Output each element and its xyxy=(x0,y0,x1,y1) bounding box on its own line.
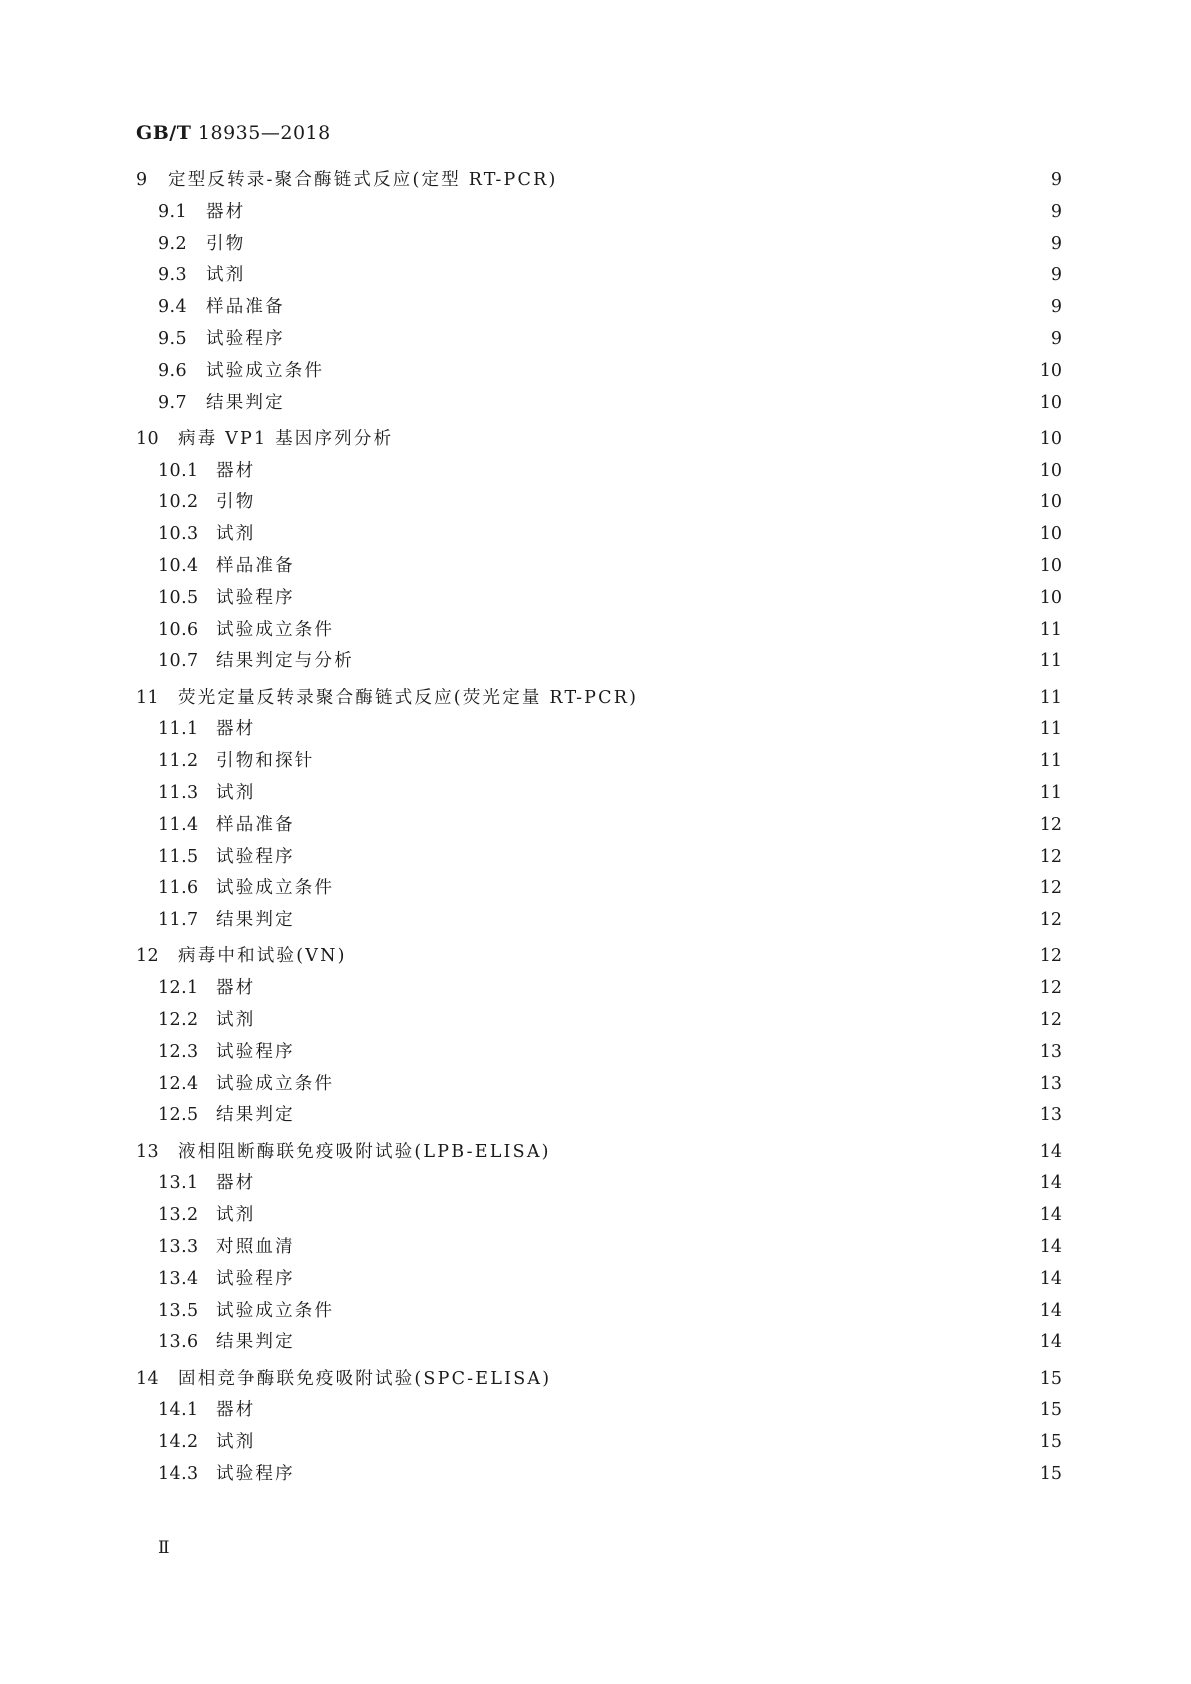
toc-entry-title: 样品准备 xyxy=(206,297,285,318)
toc-entry-page: 13 xyxy=(1039,1105,1062,1126)
page-number: Ⅱ xyxy=(158,1538,170,1558)
toc-entry-number: 12.1 xyxy=(158,978,199,999)
toc-entry-page: 9 xyxy=(1050,265,1062,286)
toc-section-entry[interactable] xyxy=(158,198,1062,226)
toc-section-entry[interactable] xyxy=(158,457,1062,485)
toc-section-entry[interactable] xyxy=(158,1428,1062,1456)
toc-entry-title: 荧光定量反转录聚合酶链式反应(荧光定量 RT-PCR) xyxy=(178,687,639,708)
toc-entry-title: 病毒 VP1 基因序列分析 xyxy=(178,428,394,449)
toc-entry-number: 13.6 xyxy=(158,1332,199,1353)
toc-entry-title: 试剂 xyxy=(216,783,256,803)
toc-entry-number: 9.5 xyxy=(158,329,188,349)
toc-entry-number: 11.7 xyxy=(158,910,199,931)
toc-section-entry[interactable] xyxy=(158,1460,1062,1488)
toc-entry-title: 试验程序 xyxy=(206,329,285,349)
toc-entry-title: 器材 xyxy=(216,460,256,481)
toc-entry-title: 试剂 xyxy=(216,1432,256,1453)
toc-entry-page: 13 xyxy=(1039,1041,1062,1062)
toc-section-entry[interactable] xyxy=(158,1233,1062,1261)
toc-entry-number: 11.4 xyxy=(158,814,199,835)
toc-entry-number: 14 xyxy=(136,1368,160,1389)
toc-section-entry[interactable] xyxy=(158,488,1062,516)
toc-section-entry[interactable] xyxy=(158,811,1062,839)
toc-entry-title: 试验成立条件 xyxy=(216,619,335,640)
toc-entry-page: 10 xyxy=(1039,460,1062,481)
toc-section-entry[interactable] xyxy=(158,616,1062,644)
toc-entry-page: 12 xyxy=(1039,1010,1062,1030)
toc-section-entry[interactable] xyxy=(158,1297,1062,1325)
toc-entry-title: 试验成立条件 xyxy=(206,360,325,381)
toc-entry-number: 14.3 xyxy=(158,1464,199,1484)
toc-section-entry[interactable] xyxy=(158,974,1062,1002)
toc-chapter-entry[interactable] xyxy=(136,166,1062,194)
toc-entry-page: 9 xyxy=(1050,201,1062,222)
toc-entry-page: 10 xyxy=(1039,556,1062,576)
toc-entry-title: 结果判定与分析 xyxy=(216,651,354,672)
toc-section-entry[interactable] xyxy=(158,357,1062,385)
toc-entry-page: 15 xyxy=(1039,1432,1062,1453)
toc-entry-title: 器材 xyxy=(216,1400,256,1421)
toc-entry-page: 9 xyxy=(1050,329,1062,349)
toc-section-entry[interactable] xyxy=(158,1265,1062,1293)
toc-entry-title: 引物和探针 xyxy=(216,751,315,772)
toc-entry-title: 试验程序 xyxy=(216,587,295,608)
toc-entry-page: 14 xyxy=(1039,1141,1062,1162)
toc-section-entry[interactable] xyxy=(158,715,1062,743)
toc-entry-title: 结果判定 xyxy=(206,392,285,413)
toc-entry-number: 11.6 xyxy=(158,878,199,899)
toc-entry-number: 9.3 xyxy=(158,265,188,286)
toc-entry-title: 定型反转录-聚合酶链式反应(定型 RT-PCR) xyxy=(168,170,558,190)
toc-section-entry[interactable] xyxy=(158,552,1062,580)
toc-entry-title: 试验成立条件 xyxy=(216,1300,335,1321)
toc-entry-page: 11 xyxy=(1039,619,1062,640)
toc-entry-number: 12.4 xyxy=(158,1073,199,1094)
toc-entry-number: 10.6 xyxy=(158,619,199,640)
toc-entry-title: 引物 xyxy=(206,233,246,254)
toc-entry-number: 10.2 xyxy=(158,492,199,513)
toc-entry-title: 样品准备 xyxy=(216,814,295,835)
toc-entry-number: 10.5 xyxy=(158,587,199,608)
toc-section-entry[interactable] xyxy=(158,389,1062,417)
toc-chapter-entry[interactable] xyxy=(136,1138,1062,1166)
toc-entry-page: 14 xyxy=(1039,1173,1062,1194)
toc-entry-page: 9 xyxy=(1050,297,1062,318)
toc-chapter-entry[interactable] xyxy=(136,942,1062,970)
toc-entry-page: 11 xyxy=(1039,783,1062,803)
toc-entry-page: 14 xyxy=(1039,1300,1062,1321)
toc-entry-number: 9.6 xyxy=(158,360,188,381)
toc-entry-page: 11 xyxy=(1039,687,1062,708)
toc-entry-title: 引物 xyxy=(216,492,256,513)
standard-number: 18935—2018 xyxy=(197,122,331,144)
toc-entry-number: 12.2 xyxy=(158,1010,199,1030)
toc-entry-page: 12 xyxy=(1039,814,1062,835)
toc-section-entry[interactable] xyxy=(158,1201,1062,1229)
standard-code: GB/T xyxy=(136,122,192,144)
toc-entry-title: 试剂 xyxy=(216,1010,256,1030)
toc-entry-title: 试剂 xyxy=(216,1205,256,1226)
toc-entry-title: 结果判定 xyxy=(216,1105,295,1126)
toc-entry-page: 12 xyxy=(1039,946,1062,967)
toc-entry-page: 11 xyxy=(1039,651,1062,672)
toc-entry-page: 14 xyxy=(1039,1268,1062,1289)
toc-entry-page: 10 xyxy=(1039,360,1062,381)
toc-entry-number: 9.7 xyxy=(158,392,188,413)
toc-entry-number: 10.1 xyxy=(158,460,199,481)
toc-entry-number: 11.5 xyxy=(158,846,199,867)
toc-entry-page: 10 xyxy=(1039,392,1062,413)
toc-entry-title: 结果判定 xyxy=(216,1332,295,1353)
toc-section-entry[interactable] xyxy=(158,325,1062,353)
document-header xyxy=(136,122,331,144)
toc-section-entry[interactable] xyxy=(158,1070,1062,1098)
toc-entry-number: 12 xyxy=(136,946,160,967)
toc-entry-title: 试验程序 xyxy=(216,1268,295,1289)
toc-entry-number: 13.2 xyxy=(158,1205,199,1226)
toc-section-entry[interactable] xyxy=(158,1328,1062,1356)
toc-section-entry[interactable] xyxy=(158,520,1062,548)
toc-entry-title: 固相竞争酶联免疫吸附试验(SPC-ELISA) xyxy=(178,1368,552,1389)
toc-entry-number: 11.3 xyxy=(158,783,199,803)
toc-entry-title: 液相阻断酶联免疫吸附试验(LPB-ELISA) xyxy=(178,1141,551,1162)
toc-entry-page: 11 xyxy=(1039,751,1062,772)
toc-entry-number: 10 xyxy=(136,428,160,449)
toc-section-entry[interactable] xyxy=(158,874,1062,902)
toc-entry-page: 14 xyxy=(1039,1332,1062,1353)
toc-entry-title: 器材 xyxy=(216,978,256,999)
toc-entry-number: 10.7 xyxy=(158,651,199,672)
toc-section-entry[interactable] xyxy=(158,261,1062,289)
toc-entry-number: 14.2 xyxy=(158,1432,199,1453)
toc-chapter-entry[interactable] xyxy=(136,425,1062,453)
toc-chapter-entry[interactable] xyxy=(136,1365,1062,1393)
toc-entry-page: 15 xyxy=(1039,1400,1062,1421)
toc-entry-page: 10 xyxy=(1039,492,1062,513)
toc-entry-number: 13.4 xyxy=(158,1268,199,1289)
toc-entry-page: 12 xyxy=(1039,878,1062,899)
toc-entry-page: 10 xyxy=(1039,524,1062,545)
toc-entry-number: 10.4 xyxy=(158,556,199,576)
toc-entry-page: 14 xyxy=(1039,1205,1062,1226)
toc-entry-title: 试验程序 xyxy=(216,1041,295,1062)
toc-entry-title: 器材 xyxy=(216,1173,256,1194)
toc-entry-title: 试验程序 xyxy=(216,1464,295,1484)
toc-entry-page: 11 xyxy=(1039,719,1062,740)
toc-chapter-entry[interactable] xyxy=(136,684,1062,712)
toc-section-entry[interactable] xyxy=(158,1396,1062,1424)
toc-entry-title: 试验成立条件 xyxy=(216,1073,335,1094)
toc-entry-number: 13 xyxy=(136,1141,160,1162)
toc-entry-page: 13 xyxy=(1039,1073,1062,1094)
toc-entry-title: 病毒中和试验(VN) xyxy=(178,946,347,967)
toc-entry-title: 试剂 xyxy=(216,524,256,545)
toc-entry-page: 10 xyxy=(1039,587,1062,608)
toc-entry-number: 12.5 xyxy=(158,1105,199,1126)
toc-entry-number: 11.1 xyxy=(158,719,199,740)
toc-section-entry[interactable] xyxy=(158,1101,1062,1129)
toc-section-entry[interactable] xyxy=(158,647,1062,675)
toc-section-entry[interactable] xyxy=(158,1038,1062,1066)
toc-entry-page: 10 xyxy=(1039,428,1062,449)
toc-section-entry[interactable] xyxy=(158,747,1062,775)
toc-entry-page: 15 xyxy=(1039,1464,1062,1484)
toc-section-entry[interactable] xyxy=(158,1169,1062,1197)
toc-entry-title: 器材 xyxy=(216,719,256,740)
toc-entry-number: 9.1 xyxy=(158,201,188,222)
toc-entry-number: 9.4 xyxy=(158,297,188,318)
toc-section-entry[interactable] xyxy=(158,1006,1062,1034)
toc-entry-page: 9 xyxy=(1050,233,1062,254)
toc-entry-number: 9.2 xyxy=(158,233,188,254)
toc-entry-number: 12.3 xyxy=(158,1041,199,1062)
toc-entry-title: 试剂 xyxy=(206,265,246,286)
toc-section-entry[interactable] xyxy=(158,906,1062,934)
toc-entry-title: 结果判定 xyxy=(216,910,295,931)
toc-entry-page: 15 xyxy=(1039,1368,1062,1389)
toc-entry-number: 13.1 xyxy=(158,1173,199,1194)
toc-entry-number: 13.3 xyxy=(158,1237,199,1257)
toc-entry-page: 9 xyxy=(1050,170,1062,190)
toc-entry-title: 试验程序 xyxy=(216,846,295,867)
toc-section-entry[interactable] xyxy=(158,230,1062,258)
toc-entry-number: 11.2 xyxy=(158,751,199,772)
toc-entry-title: 器材 xyxy=(206,201,246,222)
toc-entry-number: 10.3 xyxy=(158,524,199,545)
toc-section-entry[interactable] xyxy=(158,293,1062,321)
toc-entry-page: 12 xyxy=(1039,910,1062,931)
toc-entry-title: 样品准备 xyxy=(216,556,295,576)
toc-entry-number: 9 xyxy=(136,170,148,190)
toc-section-entry[interactable] xyxy=(158,779,1062,807)
toc-section-entry[interactable] xyxy=(158,843,1062,871)
toc-entry-number: 14.1 xyxy=(158,1400,199,1421)
toc-entry-page: 12 xyxy=(1039,846,1062,867)
toc-section-entry[interactable] xyxy=(158,584,1062,612)
toc-entry-title: 对照血清 xyxy=(216,1237,295,1257)
toc-entry-page: 12 xyxy=(1039,978,1062,999)
toc-entry-number: 11 xyxy=(136,687,160,708)
toc-entry-number: 13.5 xyxy=(158,1300,199,1321)
toc-entry-title: 试验成立条件 xyxy=(216,878,335,899)
toc-entry-page: 14 xyxy=(1039,1237,1062,1257)
